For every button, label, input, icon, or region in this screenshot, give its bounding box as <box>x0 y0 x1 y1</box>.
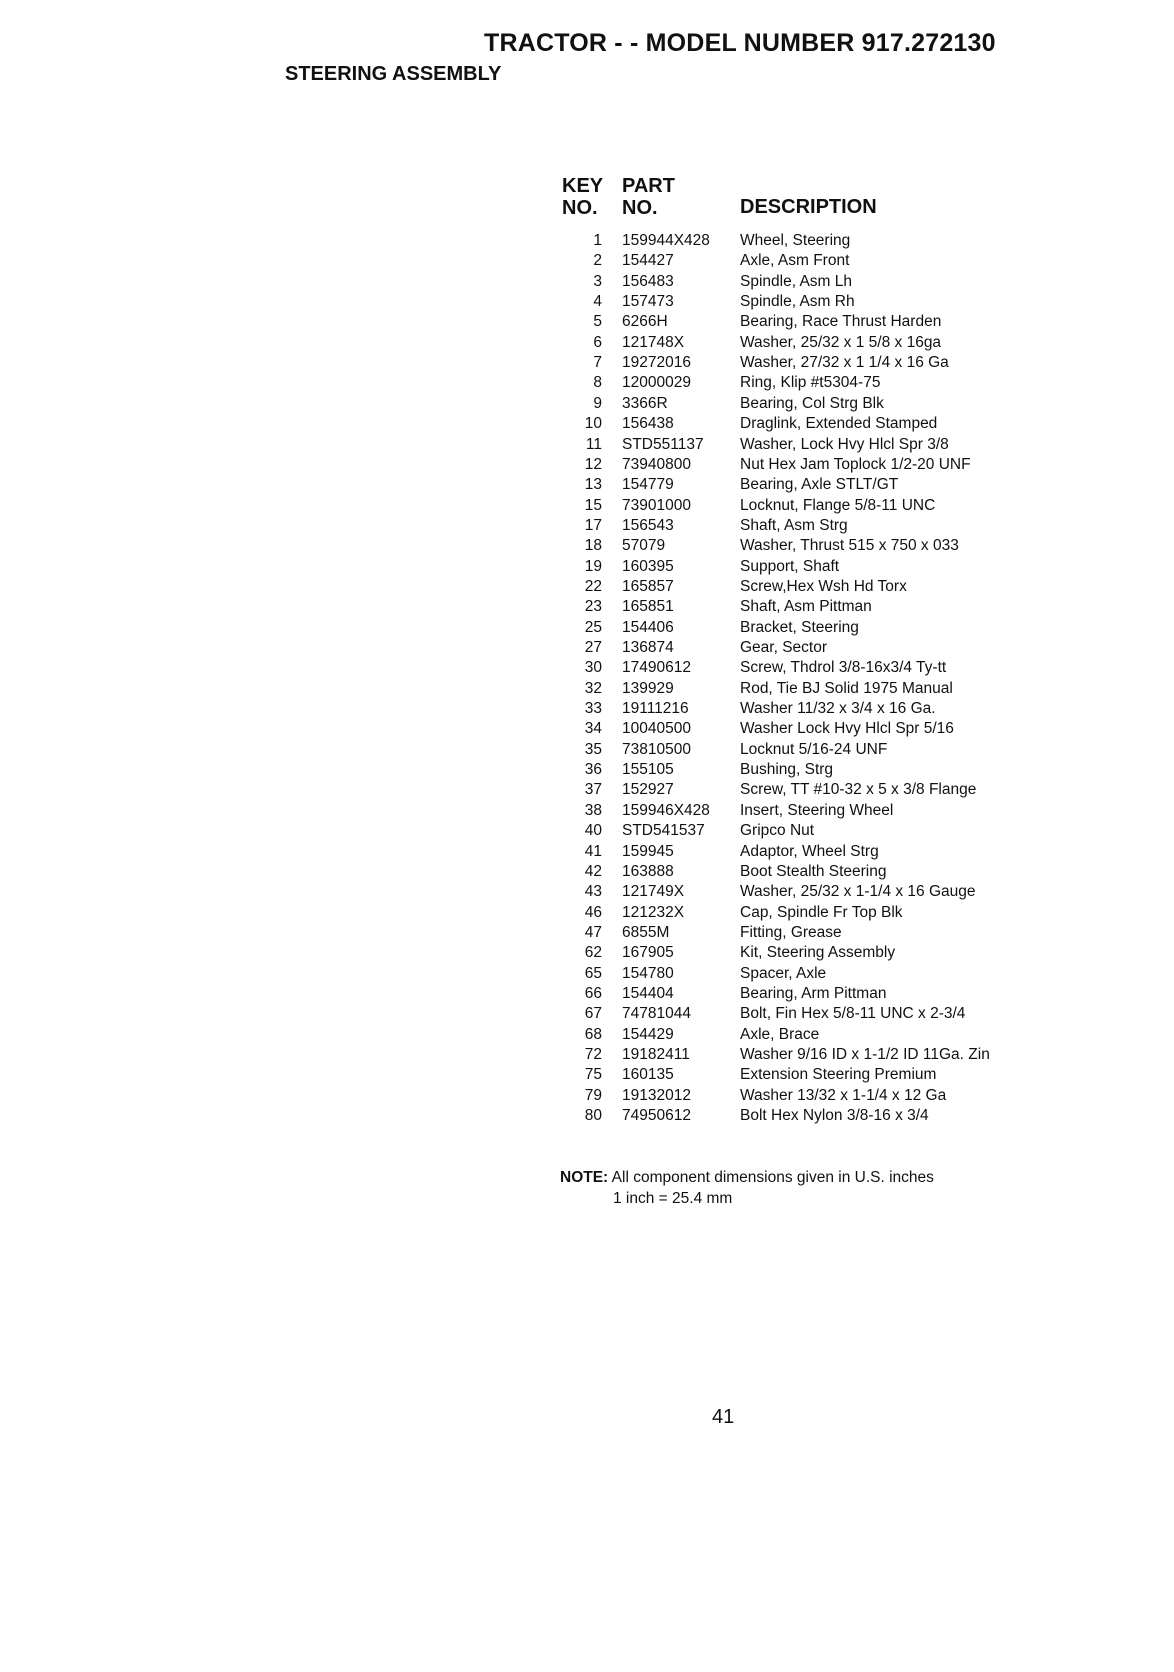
key-no: 9 <box>593 394 602 412</box>
part-no: 121749X <box>622 883 685 901</box>
description: Adaptor, Wheel Strg <box>740 842 879 860</box>
section-title: STEERING ASSEMBLY <box>285 63 502 85</box>
table-row <box>0 1025 1174 1045</box>
table-row <box>0 373 1174 393</box>
table-row <box>0 394 1174 414</box>
key-no: 1 <box>593 232 602 249</box>
table-row <box>0 251 1174 271</box>
note-text: All component dimensions given in U.S. inches <box>611 1169 934 1186</box>
description: Gripco Nut <box>740 822 815 840</box>
table-row <box>0 842 1174 862</box>
part-no: 19132012 <box>622 1086 691 1104</box>
table-row <box>0 760 1174 780</box>
part-no: 19111216 <box>622 700 689 718</box>
note-label: NOTE: <box>560 1169 609 1186</box>
description: Washer Lock Hvy Hlcl Spr 5/16 <box>740 720 954 738</box>
header-key-line2: NO. <box>562 197 598 219</box>
key-no: 2 <box>593 252 602 270</box>
key-no: 35 <box>584 740 602 758</box>
description: Bearing, Arm Pittman <box>740 984 887 1002</box>
part-no: 154404 <box>622 984 674 1002</box>
table-row <box>0 638 1174 658</box>
description: Bearing, Axle STLT/GT <box>740 476 899 494</box>
description: Spacer, Axle <box>740 964 827 982</box>
key-no: 37 <box>584 781 602 799</box>
key-no: 38 <box>584 801 602 819</box>
part-no: 165857 <box>622 577 674 595</box>
description: Screw,Hex Wsh Hd Torx <box>740 577 907 595</box>
part-no: 74781044 <box>622 1005 691 1023</box>
key-no: 47 <box>584 923 602 941</box>
key-no: 33 <box>584 700 602 718</box>
page-title: TRACTOR - - MODEL NUMBER 917.272130 <box>484 29 996 57</box>
table-row <box>0 903 1174 923</box>
key-no: 19 <box>584 557 602 575</box>
part-no: 165851 <box>622 598 674 616</box>
key-no: 32 <box>584 679 602 697</box>
key-no: 34 <box>584 720 602 738</box>
part-no: 163888 <box>622 862 674 880</box>
part-no: 154429 <box>622 1025 674 1043</box>
table-row <box>0 496 1174 516</box>
part-no: 152927 <box>622 781 674 799</box>
description: Washer, 25/32 x 1 5/8 x 16ga <box>740 333 942 351</box>
description: Screw, Thdrol 3/8-16x3/4 Ty-tt <box>740 659 947 677</box>
table-row <box>0 312 1174 332</box>
table-row <box>0 231 1174 251</box>
description: Support, Shaft <box>740 557 840 575</box>
description: Washer, Lock Hvy Hlcl Spr 3/8 <box>740 435 949 453</box>
key-no: 65 <box>584 964 602 982</box>
key-no: 80 <box>584 1107 602 1125</box>
part-no: 157473 <box>622 293 674 311</box>
key-no: 8 <box>593 374 602 392</box>
part-no: 155105 <box>622 761 674 779</box>
table-row <box>0 1086 1174 1106</box>
key-no: 40 <box>584 822 602 840</box>
description: Axle, Asm Front <box>740 252 850 270</box>
part-no: 156543 <box>622 516 674 534</box>
key-no: 27 <box>584 639 602 656</box>
description: Spindle, Asm Lh <box>740 272 853 290</box>
description: Bracket, Steering <box>740 618 859 636</box>
description: Boot Stealth Steering <box>740 862 887 880</box>
key-no: 75 <box>584 1066 602 1084</box>
key-no: 5 <box>593 313 602 331</box>
key-no: 67 <box>584 1005 602 1023</box>
key-no: 46 <box>584 903 602 921</box>
table-row <box>0 1106 1174 1126</box>
part-no: 121748X <box>622 333 685 351</box>
note <box>560 1168 934 1188</box>
part-no: 156438 <box>622 415 674 433</box>
description: Bearing, Col Strg Blk <box>740 394 884 412</box>
table-row <box>0 658 1174 678</box>
part-no: 154780 <box>622 964 674 982</box>
table-row <box>0 943 1174 963</box>
table-row <box>0 536 1174 556</box>
part-no: 74950612 <box>622 1107 691 1125</box>
key-no: 41 <box>584 842 602 860</box>
description: Bolt, Fin Hex 5/8-11 UNC x 2-3/4 <box>740 1005 966 1023</box>
description: Washer 13/32 x 1-1/4 x 12 Ga <box>740 1086 947 1104</box>
description: Washer 11/32 x 3/4 x 16 Ga. <box>740 700 936 718</box>
table-row <box>0 719 1174 739</box>
table-row <box>0 272 1174 292</box>
part-no: 12000029 <box>622 374 691 392</box>
key-no: 68 <box>584 1025 602 1043</box>
description: Fitting, Grease <box>740 923 842 941</box>
table-row <box>0 1045 1174 1065</box>
part-no: 73810500 <box>622 740 691 758</box>
description: Washer, Thrust 515 x 750 x 033 <box>740 537 959 555</box>
description: Washer, 27/32 x 1 1/4 x 16 Ga <box>740 354 949 372</box>
table-row <box>0 862 1174 882</box>
header-description: DESCRIPTION <box>740 196 877 218</box>
key-no: 42 <box>584 862 602 880</box>
key-no: 11 <box>585 435 602 453</box>
part-no: 10040500 <box>622 720 691 738</box>
table-row <box>0 1065 1174 1085</box>
table-row <box>0 292 1174 312</box>
key-no: 66 <box>584 984 602 1002</box>
description: Washer, 25/32 x 1-1/4 x 16 Gauge <box>740 883 976 901</box>
description: Locknut 5/16-24 UNF <box>740 740 888 758</box>
description: Spindle, Asm Rh <box>740 293 855 311</box>
header-part-no <box>622 175 675 219</box>
description: Shaft, Asm Pittman <box>740 598 872 616</box>
description: Gear, Sector <box>740 639 828 656</box>
part-no: 57079 <box>622 537 666 555</box>
description: Rod, Tie BJ Solid 1975 Manual <box>740 679 953 697</box>
table-row <box>0 516 1174 536</box>
table-row <box>0 455 1174 475</box>
key-no: 36 <box>584 761 602 779</box>
key-no: 23 <box>584 598 602 616</box>
part-no: 156483 <box>622 272 674 290</box>
key-no: 72 <box>584 1046 602 1063</box>
part-no: 154779 <box>622 476 674 494</box>
description: Wheel, Steering <box>740 232 851 249</box>
table-row <box>0 821 1174 841</box>
description: Draglink, Extended Stamped <box>740 415 938 433</box>
table-row <box>0 353 1174 373</box>
description: Cap, Spindle Fr Top Blk <box>740 903 903 921</box>
key-no: 12 <box>584 455 602 473</box>
table-row <box>0 1004 1174 1024</box>
key-no: 22 <box>584 577 602 595</box>
table-row <box>0 923 1174 943</box>
table-row <box>0 699 1174 719</box>
table-row <box>0 882 1174 902</box>
part-no: 139929 <box>622 679 674 697</box>
key-no: 6 <box>593 333 602 351</box>
part-no: 17490612 <box>622 659 691 677</box>
description: Screw, TT #10-32 x 5 x 3/8 Flange <box>740 781 977 799</box>
part-no: 160395 <box>622 557 674 575</box>
part-no: 3366R <box>622 394 668 412</box>
key-no: 25 <box>584 618 602 636</box>
header-part-line2: NO. <box>622 197 658 219</box>
key-no: 79 <box>584 1086 602 1104</box>
table-row <box>0 557 1174 577</box>
table-row <box>0 577 1174 597</box>
part-no: STD541537 <box>622 822 705 840</box>
description: Shaft, Asm Strg <box>740 516 848 534</box>
key-no: 15 <box>584 496 602 514</box>
header-key-line1: KEY <box>562 175 604 197</box>
part-no: 167905 <box>622 944 674 962</box>
key-no: 30 <box>584 659 602 677</box>
part-no: 73940800 <box>622 455 691 473</box>
table-row <box>0 333 1174 353</box>
part-no: STD551137 <box>622 435 704 453</box>
description: Bolt Hex Nylon 3/8-16 x 3/4 <box>740 1107 929 1125</box>
table-row <box>0 964 1174 984</box>
table-row <box>0 679 1174 699</box>
part-no: 6266H <box>622 313 668 331</box>
table-row <box>0 801 1174 821</box>
header-key-no <box>562 175 603 219</box>
description: Ring, Klip #t5304-75 <box>740 374 881 392</box>
key-no: 17 <box>584 516 602 534</box>
key-no: 18 <box>584 537 602 555</box>
key-no: 4 <box>593 293 602 311</box>
part-no: 159946X428 <box>622 801 710 819</box>
key-no: 3 <box>593 272 602 290</box>
header-part-line1: PART <box>622 175 675 197</box>
part-no: 159945 <box>622 842 674 860</box>
table-row <box>0 597 1174 617</box>
key-no: 62 <box>584 944 602 962</box>
part-no: 154427 <box>622 252 674 270</box>
description: Insert, Steering Wheel <box>740 801 894 819</box>
description: Bushing, Strg <box>740 761 834 779</box>
key-no: 43 <box>584 883 602 901</box>
part-no: 121232X <box>622 903 685 921</box>
part-no: 19182411 <box>622 1046 690 1063</box>
description: Axle, Brace <box>740 1025 820 1043</box>
part-no: 136874 <box>622 639 674 656</box>
part-no: 6855M <box>622 923 670 941</box>
key-no: 10 <box>584 415 602 433</box>
part-no: 154406 <box>622 618 674 636</box>
description: Nut Hex Jam Toplock 1/2-20 UNF <box>740 455 971 473</box>
table-row <box>0 475 1174 495</box>
description: Extension Steering Premium <box>740 1066 937 1084</box>
key-no: 13 <box>584 476 602 494</box>
note-conversion: 1 inch = 25.4 mm <box>613 1190 733 1207</box>
description: Locknut, Flange 5/8-11 UNC <box>740 496 936 514</box>
part-no: 19272016 <box>622 354 691 372</box>
part-no: 159944X428 <box>622 232 710 249</box>
description: Kit, Steering Assembly <box>740 944 896 962</box>
key-no: 7 <box>593 354 602 372</box>
page-number: 41 <box>712 1406 735 1428</box>
table-row <box>0 414 1174 434</box>
table-row <box>0 984 1174 1004</box>
table-row <box>0 618 1174 638</box>
table-row <box>0 740 1174 760</box>
description: Washer 9/16 ID x 1-1/2 ID 11Ga. Zin <box>740 1046 990 1063</box>
part-no: 160135 <box>622 1066 674 1084</box>
table-row <box>0 435 1174 455</box>
part-no: 73901000 <box>622 496 691 514</box>
table-row <box>0 780 1174 800</box>
description: Bearing, Race Thrust Harden <box>740 313 942 331</box>
